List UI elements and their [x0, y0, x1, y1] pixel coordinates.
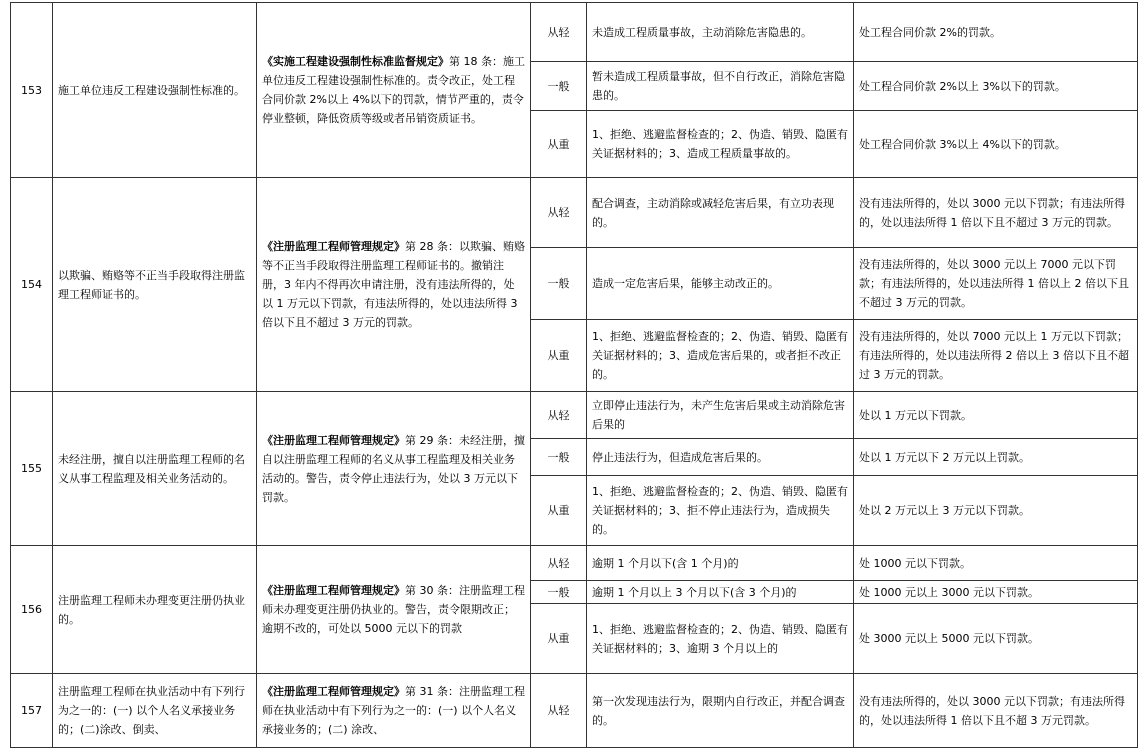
legal-basis [257, 3, 531, 178]
circumstance: 立即停止违法行为，未产生危害后果或主动消除危害后果的 [587, 392, 854, 439]
circumstance: 逾期 1 个月以下(含 1 个月)的 [587, 546, 854, 581]
penalty-standard-table [10, 2, 1138, 748]
violation-description: 施工单位违反工程建设强制性标准的。 [53, 3, 257, 178]
law-article-text: 第 28 条：以欺骗、贿赂等不正当手段取得注册监理工程师证书的。撤销注册，3 年内不得再次申请注册，没有违法所得的，处以 1 万元以下罚款，有违法所得的，处以违法所得 3 倍以下且不超过 3 万元的罚款。 [262, 240, 525, 329]
circumstance: 1、拒绝、逃避监督检查的；2、伪造、销毁、隐匿有关证据材料的；3、造成危害后果的，或者拒不改正的。 [587, 320, 854, 392]
law-article-text: 第 29 条：未经注册，擅自以注册监理工程师的名义从事工程监理及相关业务活动的。警告，责令停止违法行为，处以 3 万元以下罚款。 [262, 433, 525, 504]
legal-basis [257, 546, 531, 674]
discretion-level: 从重 [531, 604, 587, 674]
penalty: 处以 1 万元以下 2 万元以上罚款。 [854, 439, 1138, 476]
circumstance: 1、拒绝、逃避监督检查的；2、伪造、销毁、隐匿有关证据材料的；3、拒不停止违法行为，造成损失的。 [587, 476, 854, 546]
item-number: 153 [11, 3, 53, 178]
violation-description: 注册监理工程师未办理变更注册仍执业的。 [53, 546, 257, 674]
table-row [11, 392, 1138, 439]
penalty: 没有违法所得的，处以 3000 元以下罚款；有违法所得的，处以违法所得 1 倍以下且不超 3 万元罚款。 [854, 674, 1138, 748]
penalty: 处工程合同价款 2%的罚款。 [854, 3, 1138, 62]
law-article-text: 第 31 条：注册监理工程师在执业活动中有下列行为之一的：(一) 以个人名义承接业务的；(二) 涂改、 [262, 685, 525, 736]
penalty: 处 3000 元以上 5000 元以下罚款。 [854, 604, 1138, 674]
penalty: 处工程合同价款 2%以上 3%以下的罚款。 [854, 62, 1138, 111]
table-row [11, 674, 1138, 748]
law-name: 《实施工程建设强制性标准监督规定》 [262, 55, 449, 68]
penalty: 没有违法所得的，处以 3000 元以上 7000 元以下罚款；有违法所得的，处以违法所得 1 倍以上 2 倍以下且不超过 3 万元的罚款。 [854, 248, 1138, 320]
discretion-level: 一般 [531, 581, 587, 604]
legal-basis [257, 674, 531, 748]
item-number: 157 [11, 674, 53, 748]
circumstance: 暂未造成工程质量事故，但不自行改正，消除危害隐患的。 [587, 62, 854, 111]
circumstance: 逾期 1 个月以上 3 个月以下(含 3 个月)的 [587, 581, 854, 604]
violation-description: 注册监理工程师在执业活动中有下列行为之一的：(一) 以个人名义承接业务的；(二)涂改、倒卖、 [53, 674, 257, 748]
circumstance: 第一次发现违法行为，限期内自行改正，并配合调查的。 [587, 674, 854, 748]
penalty: 处以 1 万元以下罚款。 [854, 392, 1138, 439]
table-row [11, 546, 1138, 581]
item-number: 156 [11, 546, 53, 674]
discretion-level: 从重 [531, 111, 587, 178]
law-name: 《注册监理工程师管理规定》 [262, 584, 405, 597]
item-number: 154 [11, 178, 53, 392]
law-article-text: 第 18 条：施工单位违反工程建设强制性标准的。责令改正，处工程合同价款 2%以上 4%以下的罚款，情节严重的，责令停业整顿，降低资质等级或者吊销资质证书。 [262, 55, 525, 125]
discretion-level: 从重 [531, 320, 587, 392]
penalty: 处 1000 元以下罚款。 [854, 546, 1138, 581]
law-article-text: 第 30 条：注册监理工程师未办理变更注册仍执业的。警告，责令限期改正；逾期不改的，可处以 5000 元以下的罚款 [262, 584, 525, 635]
discretion-level: 从重 [531, 476, 587, 546]
table-row [11, 178, 1138, 248]
law-name: 《注册监理工程师管理规定》 [262, 685, 405, 698]
penalty: 处工程合同价款 3%以上 4%以下的罚款。 [854, 111, 1138, 178]
discretion-level: 从轻 [531, 392, 587, 439]
discretion-level: 一般 [531, 62, 587, 111]
discretion-level: 从轻 [531, 178, 587, 248]
discretion-level: 从轻 [531, 546, 587, 581]
penalty: 没有违法所得的，处以 3000 元以下罚款；有违法所得的，处以违法所得 1 倍以下且不超过 3 万元的罚款。 [854, 178, 1138, 248]
penalty: 处以 2 万元以上 3 万元以下罚款。 [854, 476, 1138, 546]
circumstance: 停止违法行为，但造成危害后果的。 [587, 439, 854, 476]
circumstance: 未造成工程质量事故，主动消除危害隐患的。 [587, 3, 854, 62]
violation-description: 未经注册，擅自以注册监理工程师的名义从事工程监理及相关业务活动的。 [53, 392, 257, 546]
item-number: 155 [11, 392, 53, 546]
violation-description: 以欺骗、贿赂等不正当手段取得注册监理工程师证书的。 [53, 178, 257, 392]
law-name: 《注册监理工程师管理规定》 [262, 433, 405, 447]
law-name: 《注册监理工程师管理规定》 [262, 240, 405, 253]
table-row [11, 3, 1138, 62]
discretion-level: 从轻 [531, 3, 587, 62]
circumstance: 1、拒绝、逃避监督检查的；2、伪造、销毁、隐匿有关证据材料的；3、逾期 3 个月以上的 [587, 604, 854, 674]
penalty: 没有违法所得的，处以 7000 元以上 1 万元以下罚款；有违法所得的，处以违法所得 2 倍以上 3 倍以下且不超过 3 万元的罚款。 [854, 320, 1138, 392]
discretion-level: 从轻 [531, 674, 587, 748]
circumstance: 1、拒绝、逃避监督检查的；2、伪造、销毁、隐匿有关证据材料的；3、造成工程质量事故的。 [587, 111, 854, 178]
legal-basis [257, 178, 531, 392]
circumstance: 配合调查，主动消除或减轻危害后果，有立功表现的。 [587, 178, 854, 248]
penalty: 处 1000 元以上 3000 元以下罚款。 [854, 581, 1138, 604]
discretion-level: 一般 [531, 439, 587, 476]
legal-basis [257, 392, 531, 546]
discretion-level: 一般 [531, 248, 587, 320]
circumstance: 造成一定危害后果，能够主动改正的。 [587, 248, 854, 320]
